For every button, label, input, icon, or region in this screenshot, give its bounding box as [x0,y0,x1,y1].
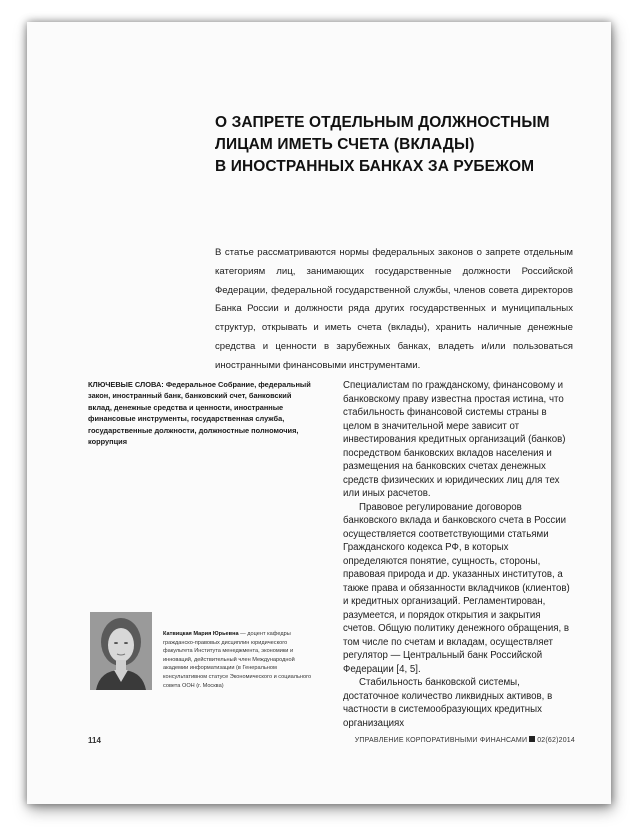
title-line: В ИНОСТРАННЫХ БАНКАХ ЗА РУБЕЖОМ [215,158,535,175]
body-paragraph: Правовое регулирование договоров банковского вклада и банковского счета в России осуществляется соответствующими статьями Гражданского кодекса РФ, в которых определяются понятие, сущность, стороны, правовая природа и др. указанных институтов, а также права и обязанности вкладчиков (клиентов) и кредитных организаций. Регламентирован, разумеется, и порядок открытия и закрытия счетов. Общую политику денежного обращения, в том числе по счетам и вкладам, осуществляет регулятор — Центральный банк Российской Федерации [4, 5]. [343,501,570,675]
author-photo [90,612,152,690]
page-footer [88,736,575,748]
article-title [215,112,595,178]
author-name: Катвицкая Мария Юрьевна [163,631,239,637]
journal-info [355,736,575,744]
author-bio: — доцент кафедры гражданско-правовых дисциплин юридического факультета Института менеджмента, экономики и инноваций, действительный член Международной академии информатизации (в Генеральном консультативном статусе Экономического и социального совета ООН (г. Москва) [163,631,312,689]
keywords-text: Федеральное Собрание, федеральный закон, иностранный банк, банковский счет, банковский вклад, денежные средства и ценности, иностранные финансовые инструменты, государственная служба, государственные должности, должностные полномочия, коррупция [88,380,311,447]
body-paragraph: Стабильность банковской системы, достаточное количество ликвидных активов, в частности в системообразующих кредитных организациях [343,677,553,729]
author-info [163,630,313,690]
article-body [343,379,575,730]
title-line: ЛИЦАМ ИМЕТЬ СЧЕТА (ВКЛАДЫ) [215,136,475,153]
square-bullet-icon [529,736,535,742]
article-abstract: В статье рассматриваются нормы федеральных законов о запрете отдельным категориям лиц, занимающих государственные должности Российской Федерации, федеральной государственной службы, членов совета директоров Банка России и должности ряда других государственных и муниципальных структур, открывать и иметь счета (вклады), хранить наличные денежные средства и ценности в зарубежных банках, владеть и/или пользоваться иностранными финансовыми инструментами. [215,247,573,371]
body-paragraph: Специалистам по гражданскому, финансовому и банковскому праву известна простая истина, что стабильность финансовой системы страны в целом в значительной мере зависит от инвестирования кредитных организаций (банков) посредством банковских вкладов населения и размещения на банковских счетах денежных средств физических и юридических лиц для тех или иных расчетов. [343,380,566,499]
title-line: О ЗАПРЕТЕ ОТДЕЛЬНЫМ ДОЛЖНОСТНЫМ [215,114,550,131]
journal-name: УПРАВЛЕНИЕ КОРПОРАТИВНЫМИ ФИНАНСАМИ [354,737,528,744]
page-number: 114 [88,736,101,745]
keywords-block [88,379,313,447]
keywords-label: КЛЮЧЕВЫЕ СЛОВА: [88,380,164,389]
author-portrait-image [90,612,152,690]
journal-issue: 02(62)2014 [537,737,575,744]
